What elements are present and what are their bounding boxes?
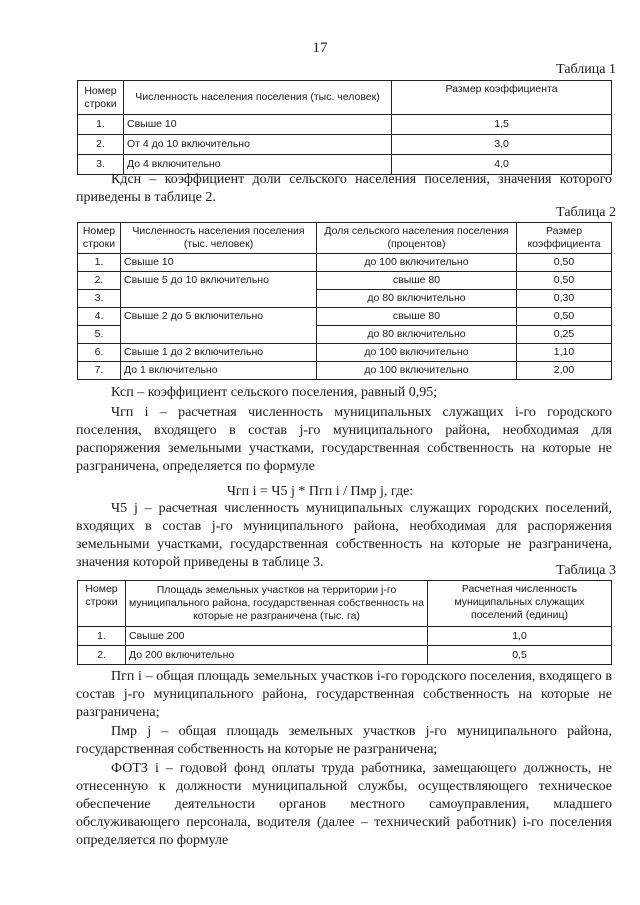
table-cell: 1,5 <box>392 115 612 135</box>
table-row <box>78 308 612 326</box>
table-cell: 3. <box>78 155 124 175</box>
table-cell: до 100 включительно <box>317 362 517 380</box>
table-cell: Свыше 200 <box>126 627 428 646</box>
table1 <box>77 80 612 175</box>
table2-header-cell: Доля сельского населения поселения (процентов) <box>317 223 517 254</box>
paragraph-chgp: Чгп i – расчетная численность муниципальных служащих i-го городского поселения, входящего в состав j-го муниципального района, необходимая для распоряжения земельными участками, государственная собственность на которые не разграничена, определяется по формуле <box>76 405 612 474</box>
table-cell: Свыше 5 до 10 включительно <box>121 272 317 308</box>
table-cell: до 80 включительно <box>317 326 517 344</box>
paragraph-fotz: ФОТЗ i – годовой фонд оплаты труда работника, замещающего должность, не отнесенную к должности муниципальной службы, осуществляющего техническое обеспечение деятельности органов местного самоуправления, младшего обслуживающего персонала, водителя (далее – технический работник) i-го поселения определяется по формуле <box>76 761 612 848</box>
table-cell: до 100 включительно <box>317 344 517 362</box>
table-cell: 3. <box>78 290 121 308</box>
table3-header-cell: Расчетная численность муниципальных служащих поселений (единиц) <box>428 581 612 627</box>
table2-header-row <box>78 223 612 254</box>
table-cell: 0,50 <box>517 254 612 272</box>
table-cell: Свыше 10 <box>121 254 317 272</box>
table-row <box>78 115 612 135</box>
table3-caption: Таблица 3 <box>556 563 616 578</box>
table-cell: Свыше 10 <box>124 115 392 135</box>
table-cell: Свыше 1 до 2 включительно <box>121 344 317 362</box>
table-cell: 2. <box>78 135 124 155</box>
table3-header-cell: Номер строки <box>78 581 126 627</box>
table-cell: 1. <box>78 254 121 272</box>
table2-header-cell: Номер строки <box>78 223 121 254</box>
table-cell: 1,10 <box>517 344 612 362</box>
table1-caption: Таблица 1 <box>556 62 616 77</box>
table1-header-cell: Размер коэффициента <box>392 81 612 115</box>
table-row <box>78 646 612 665</box>
paragraph-pmr: Пмр j – общая площадь земельных участков j-го муниципального района, государственная собственность на которые не разграничена; <box>76 724 612 757</box>
table2 <box>77 222 612 380</box>
table-cell: 0,50 <box>517 272 612 290</box>
table3-header-cell: Площадь земельных участков на территории j-го муниципального района, государственная собственность на которые не разграничена (тыс. га) <box>126 581 428 627</box>
table-cell: 4. <box>78 308 121 326</box>
table-cell: До 200 включительно <box>126 646 428 665</box>
table-cell: До 1 включительно <box>121 362 317 380</box>
table-row <box>78 344 612 362</box>
table-cell: До 4 включительно <box>124 155 392 175</box>
formula: Чгп i = Ч5 j * Пгп i / Пмр j, где: <box>226 484 414 499</box>
table1-header-row <box>78 81 612 115</box>
table2-header-cell: Численность населения поселения (тыс. человек) <box>121 223 317 254</box>
table-cell: 2. <box>78 646 126 665</box>
table-cell: свыше 80 <box>317 308 517 326</box>
table3-header-row <box>78 581 612 627</box>
table-cell: 0,5 <box>428 646 612 665</box>
table-cell: до 80 включительно <box>317 290 517 308</box>
table-cell: От 4 до 10 включительно <box>124 135 392 155</box>
table-cell: 4,0 <box>392 155 612 175</box>
table-cell: 3,0 <box>392 135 612 155</box>
table-cell: 7. <box>78 362 121 380</box>
table-cell: 2. <box>78 272 121 290</box>
paragraph-kdsn: Кдсн – коэффициент доли сельского населения поселения, значения которого приведены в таблице 2. <box>76 172 612 205</box>
table-row <box>78 254 612 272</box>
table-cell: свыше 80 <box>317 272 517 290</box>
table1-header-cell: Численность населения поселения (тыс. человек) <box>124 81 392 115</box>
paragraph-ksp: Ксп – коэффициент сельского поселения, равный 0,95; <box>111 385 438 400</box>
table-cell: 1. <box>78 115 124 135</box>
table-row <box>78 135 612 155</box>
table2-header-cell: Размер коэффициента <box>517 223 612 254</box>
table-cell: до 100 включительно <box>317 254 517 272</box>
paragraph-ch5: Ч5 j – расчетная численность муниципальных служащих городских поселений, входящих в состав j-го муниципального района, необходимая для распоряжения земельными участками, государственная собственность на которые не разграничена, значения которой приведены в таблице 3. <box>76 501 612 570</box>
paragraph-pgp: Пгп i – общая площадь земельных участков i-го городского поселения, входящего в состав j-го муниципального района, государственная собственность на которые не разграничена; <box>76 669 612 720</box>
page-number: 17 <box>312 40 328 56</box>
table-cell: 0,30 <box>517 290 612 308</box>
table-cell: 0,25 <box>517 326 612 344</box>
table-row <box>78 272 612 290</box>
table3 <box>77 580 612 665</box>
table-cell: 6. <box>78 344 121 362</box>
table1-header-cell: Номер строки <box>78 81 124 115</box>
table-cell: 1. <box>78 627 126 646</box>
table-row <box>78 627 612 646</box>
table-cell: 5. <box>78 326 121 344</box>
table-cell: 0,50 <box>517 308 612 326</box>
table-cell: 1,0 <box>428 627 612 646</box>
table-row <box>78 362 612 380</box>
table2-caption: Таблица 2 <box>556 205 616 220</box>
table-cell: 2,00 <box>517 362 612 380</box>
table-cell: Свыше 2 до 5 включительно <box>121 308 317 344</box>
